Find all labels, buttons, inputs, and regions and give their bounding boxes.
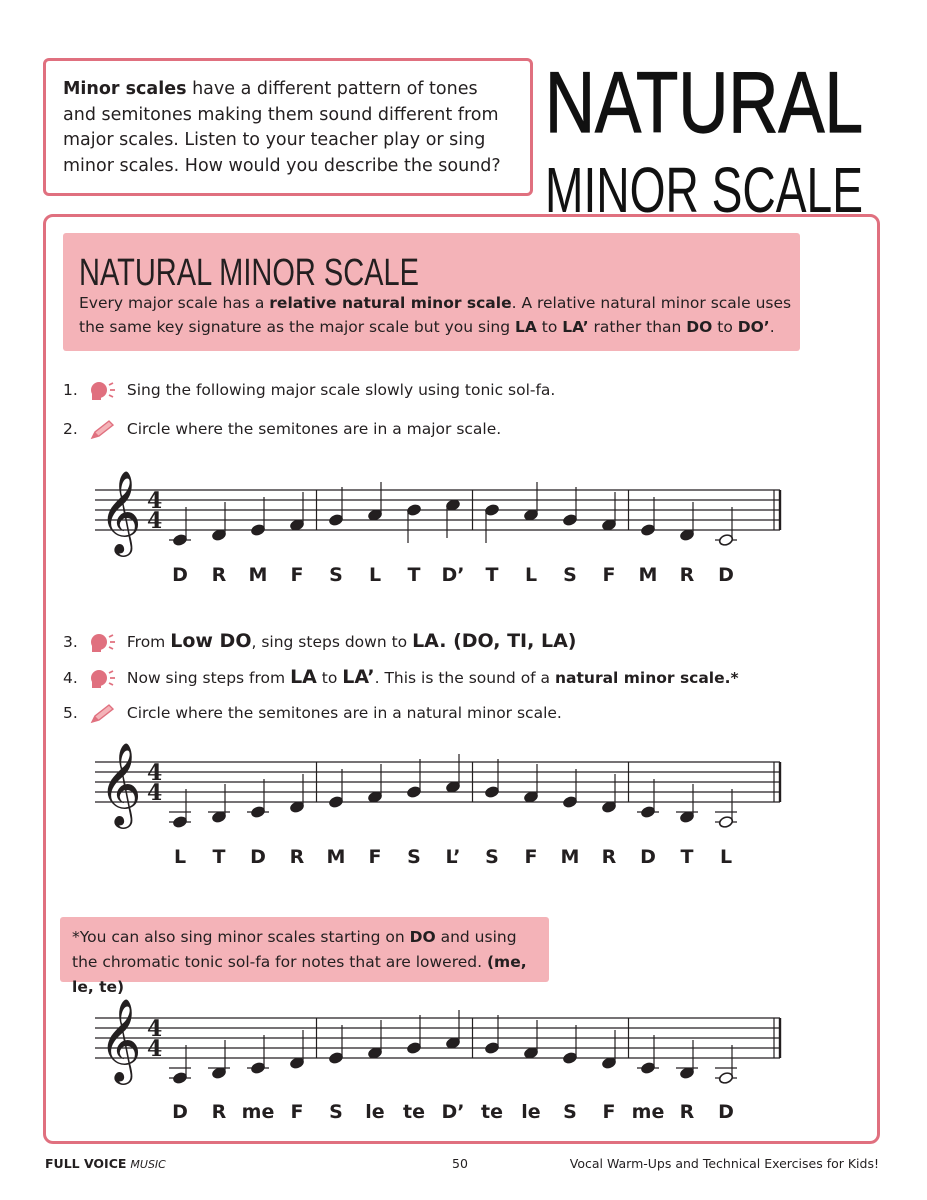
section-description xyxy=(79,291,794,339)
solfa-label: D xyxy=(250,846,266,868)
note xyxy=(208,1040,230,1080)
quarter-note-head xyxy=(562,1051,577,1064)
solfa-label: me xyxy=(631,1101,665,1123)
note xyxy=(523,482,538,522)
step-text: Now sing steps from xyxy=(126,669,291,687)
step-text: Sing the following major scale slowly using tonic sol-fa. xyxy=(126,381,556,399)
note xyxy=(562,487,577,527)
solfa-label: R xyxy=(679,1101,695,1123)
step-number: 1. xyxy=(63,381,78,399)
step-bold: Low DO xyxy=(170,630,252,652)
quarter-note-head xyxy=(562,795,577,808)
note xyxy=(208,784,230,824)
solfa-label: M xyxy=(326,846,346,868)
desc-text: . A relative natural minor scale uses the same key signature as the major scale but you sing xyxy=(79,294,792,336)
note xyxy=(445,498,460,538)
step-text: . This is the sound of a xyxy=(374,669,555,687)
note xyxy=(637,1035,659,1075)
note xyxy=(484,759,499,799)
section-header xyxy=(63,233,800,351)
solfa-label: R xyxy=(289,846,305,868)
time-signature-top: 4 xyxy=(147,488,163,514)
solfa-label: F xyxy=(368,846,382,868)
solfa-label: F xyxy=(290,1101,304,1123)
quarter-note-head xyxy=(172,815,187,828)
half-note-head xyxy=(718,533,733,546)
note xyxy=(562,769,577,809)
solfa-label: te xyxy=(481,1101,503,1123)
solfa-label: D’ xyxy=(441,564,465,586)
note xyxy=(247,1035,269,1075)
step-4 xyxy=(63,665,739,689)
singing-head-icon xyxy=(88,632,116,654)
quarter-note-head xyxy=(328,795,343,808)
solfa-label: D xyxy=(172,564,188,586)
footnote-text: *You can also sing minor scales starting on xyxy=(72,928,410,946)
footer-brand xyxy=(45,1156,166,1171)
step-bold: LA’ xyxy=(342,666,375,688)
solfa-label: L xyxy=(173,846,187,868)
desc-bold: DO’ xyxy=(737,318,770,336)
note xyxy=(523,1020,538,1060)
footnote-bold: (me, le, te) xyxy=(72,953,527,996)
half-note-head xyxy=(718,1071,733,1084)
note xyxy=(328,769,343,809)
step-text: Circle where the semitones are in a natural minor scale. xyxy=(126,704,562,722)
step-number: 3. xyxy=(63,633,78,651)
solfa-label: S xyxy=(563,1101,577,1123)
note xyxy=(211,502,226,542)
solfa-label: R xyxy=(679,564,695,586)
step-5 xyxy=(63,701,562,725)
desc-text: . xyxy=(769,318,775,336)
note xyxy=(247,779,269,819)
time-signature-bottom: 4 xyxy=(147,508,163,534)
quarter-note-head xyxy=(640,523,655,536)
note xyxy=(484,1015,499,1055)
step-bold: LA. (DO, TI, LA) xyxy=(412,630,577,652)
solfa-label: S xyxy=(407,846,421,868)
note xyxy=(169,1045,191,1085)
note xyxy=(169,507,191,547)
solfa-label: L xyxy=(719,846,733,868)
solfa-label: F xyxy=(602,564,616,586)
solfa-label: F xyxy=(524,846,538,868)
solfa-label: T xyxy=(485,564,499,586)
solfa-label: D xyxy=(172,1101,188,1123)
note xyxy=(289,492,304,532)
solfa-label: M xyxy=(560,846,580,868)
solfa-label: D’ xyxy=(441,1101,465,1123)
pencil-icon xyxy=(88,703,116,725)
page-title xyxy=(539,40,869,226)
solfa-label: me xyxy=(241,1101,275,1123)
note xyxy=(676,784,698,824)
page-number: 50 xyxy=(452,1156,468,1171)
note xyxy=(367,764,382,804)
quarter-note-head xyxy=(172,1071,187,1084)
quarter-note-head xyxy=(406,1041,421,1054)
singing-head-icon xyxy=(88,668,116,690)
step-text: From xyxy=(126,633,171,651)
footnote-bold: DO xyxy=(409,928,436,946)
solfa-label: D xyxy=(640,846,656,868)
footnote-text: and using the chromatic tonic sol-fa for notes that are lowered. xyxy=(72,928,517,971)
desc-text: to xyxy=(712,318,738,336)
staff-2 xyxy=(95,740,795,850)
desc-bold: LA xyxy=(514,318,537,336)
solfa-label: D xyxy=(718,564,734,586)
section-title xyxy=(79,241,439,295)
solfa-label: M xyxy=(248,564,268,586)
solfa-label: S xyxy=(329,1101,343,1123)
note xyxy=(637,779,659,819)
section-title-text: NATURAL MINOR SCALE xyxy=(79,252,419,294)
solfa-label: D xyxy=(718,1101,734,1123)
step-text: to xyxy=(316,669,343,687)
quarter-note-head xyxy=(484,503,499,516)
footer-brand-name: FULL VOICE xyxy=(45,1156,127,1171)
quarter-note-head xyxy=(172,533,187,546)
solfa-label: R xyxy=(601,846,617,868)
quarter-note-head xyxy=(640,1061,655,1074)
solfa-label: F xyxy=(602,1101,616,1123)
pencil-icon xyxy=(88,419,116,441)
time-signature-bottom: 4 xyxy=(147,780,163,806)
solfa-label: T xyxy=(407,564,421,586)
note xyxy=(406,1015,421,1055)
solfa-label: S xyxy=(563,564,577,586)
note xyxy=(640,497,655,537)
note xyxy=(367,482,382,522)
singing-head-icon xyxy=(88,380,116,402)
half-note-head xyxy=(718,815,733,828)
step-2 xyxy=(63,417,501,441)
note xyxy=(445,1010,460,1050)
note xyxy=(601,774,616,814)
note xyxy=(250,497,265,537)
quarter-note-head xyxy=(484,785,499,798)
quarter-note-head xyxy=(406,785,421,798)
step-number: 2. xyxy=(63,420,78,438)
desc-text: rather than xyxy=(588,318,687,336)
note xyxy=(367,1020,382,1060)
desc-bold: DO xyxy=(686,318,713,336)
solfa-label: le xyxy=(521,1101,541,1123)
solfa-label: R xyxy=(211,1101,227,1123)
footer-brand-sub: MUSIC xyxy=(130,1158,166,1171)
note xyxy=(328,487,343,527)
step-text: Circle where the semitones are in a major scale. xyxy=(126,420,502,438)
time-signature-top: 4 xyxy=(147,760,163,786)
note xyxy=(484,503,499,543)
note xyxy=(715,1045,737,1085)
page-title-line1: NATURAL xyxy=(545,55,863,151)
treble-clef-icon: 𝄞 xyxy=(99,469,142,553)
note xyxy=(445,754,460,794)
solfa-label: L xyxy=(524,564,538,586)
note xyxy=(328,1025,343,1065)
note xyxy=(679,502,694,542)
quarter-note-head xyxy=(328,1051,343,1064)
note xyxy=(715,789,737,829)
desc-text: Every major scale has a xyxy=(79,294,270,312)
intro-bold: Minor scales xyxy=(63,79,187,99)
step-3 xyxy=(63,629,576,653)
staff-1 xyxy=(95,468,795,578)
solfa-label: F xyxy=(290,564,304,586)
time-signature-top: 4 xyxy=(147,1016,163,1042)
footnote-box xyxy=(60,917,549,996)
solfa-label: S xyxy=(485,846,499,868)
solfa-label: te xyxy=(403,1101,425,1123)
note xyxy=(562,1025,577,1065)
step-bold: LA xyxy=(290,666,317,688)
note xyxy=(289,1030,304,1070)
note xyxy=(676,1040,698,1080)
step-number: 4. xyxy=(63,669,78,687)
solfa-label: R xyxy=(211,564,227,586)
page-title-line2: MINOR SCALE xyxy=(545,154,863,226)
solfa-label: T xyxy=(680,846,694,868)
note xyxy=(169,789,191,829)
intro-text: have a different pattern of tones and semitones making them sound different from major scales. Listen to your teacher play or sing minor scales. How would you describe the sound? xyxy=(63,79,501,176)
step-text: , sing steps down to xyxy=(251,633,413,651)
quarter-note-head xyxy=(562,513,577,526)
note xyxy=(406,759,421,799)
quarter-note-head xyxy=(250,805,265,818)
solfa-label: T xyxy=(212,846,226,868)
quarter-note-head xyxy=(484,1041,499,1054)
solfa-label: L xyxy=(368,564,382,586)
note xyxy=(289,774,304,814)
quarter-note-head xyxy=(328,513,343,526)
quarter-note-head xyxy=(250,1061,265,1074)
step-1 xyxy=(63,378,555,402)
quarter-note-head xyxy=(250,523,265,536)
step-number: 5. xyxy=(63,704,78,722)
note xyxy=(601,1030,616,1070)
time-signature-bottom: 4 xyxy=(147,1036,163,1062)
staff-3 xyxy=(95,996,795,1106)
solfa-label: L’ xyxy=(445,846,461,868)
solfa-label: le xyxy=(365,1101,385,1123)
quarter-note-head xyxy=(640,805,655,818)
footer-book-title: Vocal Warm-Ups and Technical Exercises for Kids! xyxy=(569,1156,879,1171)
note xyxy=(523,764,538,804)
solfa-label: S xyxy=(329,564,343,586)
quarter-note-head xyxy=(406,503,421,516)
intro-box xyxy=(43,58,533,196)
desc-bold: LA’ xyxy=(562,318,589,336)
note xyxy=(406,503,421,543)
treble-clef-icon: 𝄞 xyxy=(99,997,142,1081)
desc-text: to xyxy=(536,318,563,336)
step-bold: natural minor scale.* xyxy=(555,669,739,687)
note xyxy=(601,492,616,532)
solfa-label: M xyxy=(638,564,658,586)
note xyxy=(715,507,737,547)
treble-clef-icon: 𝄞 xyxy=(99,741,142,825)
desc-bold: relative natural minor scale xyxy=(269,294,512,312)
